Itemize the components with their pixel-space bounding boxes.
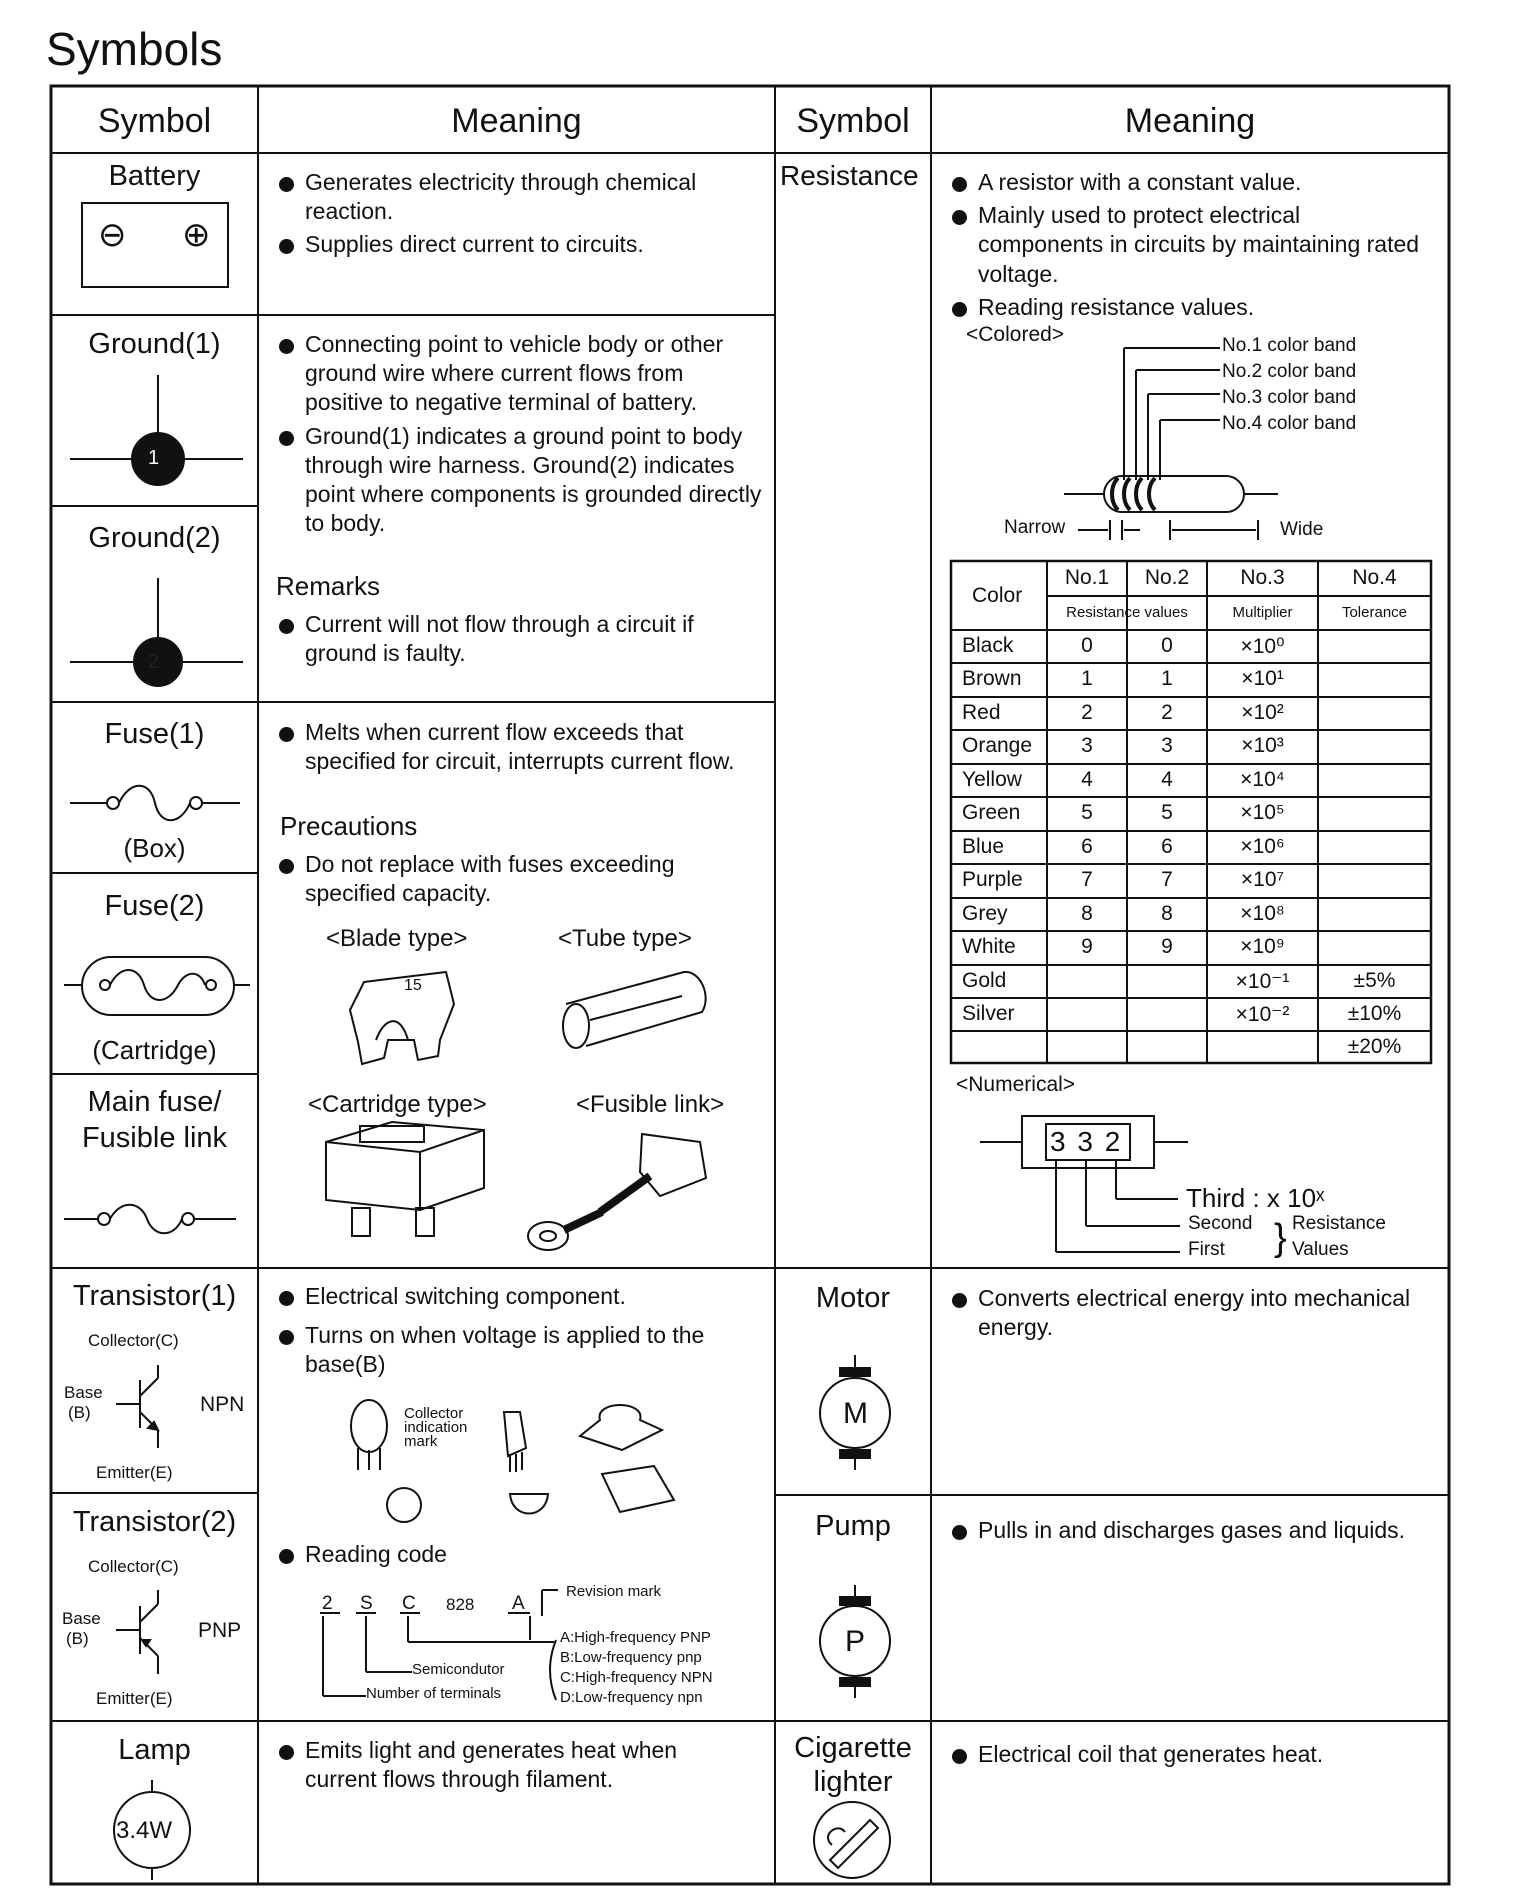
fuse-meaning xyxy=(277,718,747,780)
ground-remarks-title: Remarks xyxy=(276,571,381,601)
table-row: Black xyxy=(962,634,1014,657)
battery-label: Battery xyxy=(108,160,201,192)
table-cell: ×10⁴ xyxy=(1240,768,1285,791)
ground-remarks xyxy=(277,610,757,672)
pump-label: Pump xyxy=(815,1510,891,1542)
table-cell: ×10⁻² xyxy=(1235,1003,1290,1026)
resistance-meaning xyxy=(950,168,1420,326)
table-cell: 8 xyxy=(1161,902,1173,925)
ground1-label: Ground(1) xyxy=(88,328,221,360)
type-c: C:High-frequency NPN xyxy=(560,1669,713,1686)
code-number: 828 xyxy=(446,1595,475,1614)
table-cell: 9 xyxy=(1081,935,1093,958)
ground-bullet: Connecting point to vehicle body or other ground wire where current flows from positive to negative terminal of battery. xyxy=(277,330,765,418)
fuse1-box: (Box) xyxy=(123,833,186,863)
ground-remark: Current will not flow through a circuit if ground is faulty. xyxy=(277,610,757,668)
col-header-symbol-right: Symbol xyxy=(796,102,910,140)
t1-base: Base xyxy=(64,1383,103,1402)
table-row: White xyxy=(962,935,1016,958)
fuse-precautions xyxy=(277,850,747,912)
resistance-values-label-1: Resistance xyxy=(1292,1213,1386,1234)
col-header-symbol-left: Symbol xyxy=(97,102,212,140)
band-label-2: No.2 color band xyxy=(1222,361,1357,382)
fusible-link-label: <Fusible link> xyxy=(576,1091,725,1118)
ground2-mark: 2 xyxy=(148,651,160,673)
t2-collector: Collector(C) xyxy=(88,1557,179,1576)
pnp-label: PNP xyxy=(198,1619,242,1642)
header-no4: No.4 xyxy=(1352,566,1397,589)
col-header-meaning-right: Meaning xyxy=(1124,102,1256,140)
lamp-label: Lamp xyxy=(118,1734,191,1766)
table-row: Grey xyxy=(962,902,1008,925)
transistor-bullet: Turns on when voltage is applied to the base(B) xyxy=(277,1321,757,1379)
cigarette-meaning xyxy=(950,1740,1430,1773)
t2-emitter: Emitter(E) xyxy=(96,1689,173,1708)
lamp-rating: 3.4W xyxy=(116,1817,173,1844)
ground-bullet: Ground(1) indicates a ground point to body through wire harness. Ground(2) indicates point where components is grounded directly to body. xyxy=(277,422,765,539)
wide-label: Wide xyxy=(1280,519,1324,540)
table-cell: ±20% xyxy=(1347,1035,1402,1058)
color-header: Color xyxy=(972,584,1023,607)
table-cell: ×10² xyxy=(1241,701,1284,724)
reading-code xyxy=(277,1540,747,1573)
battery-bullet: Supplies direct current to circuits. xyxy=(277,230,757,259)
type-d: D:Low-frequency npn xyxy=(560,1689,703,1706)
col-header-meaning-left: Meaning xyxy=(451,102,582,140)
table-cell: 1 xyxy=(1081,667,1093,690)
second-label: Second xyxy=(1188,1213,1253,1234)
table-cell: 2 xyxy=(1161,701,1173,724)
table-cell: 1 xyxy=(1161,667,1173,690)
header-no2: No.2 xyxy=(1144,566,1190,589)
table-row: Blue xyxy=(962,835,1005,858)
cigarette-label-2: lighter xyxy=(813,1766,893,1798)
table-cell: ×10⁷ xyxy=(1240,868,1285,891)
revision-mark-label: Revision mark xyxy=(566,1583,662,1600)
resistance-bullet: Mainly used to protect electrical components in circuits by maintaining rated voltage. xyxy=(950,201,1420,289)
subheader-tolerance: Tolerance xyxy=(1341,604,1408,621)
ground1-mark: 1 xyxy=(148,447,160,469)
table-row: Purple xyxy=(962,868,1023,891)
table-cell: ±10% xyxy=(1347,1002,1402,1025)
table-row: Green xyxy=(962,801,1021,824)
transistor2-label: Transistor(2) xyxy=(72,1506,237,1538)
table-cell: ×10³ xyxy=(1241,734,1284,757)
type-b: B:Low-frequency pnp xyxy=(560,1649,702,1666)
table-cell: 6 xyxy=(1081,835,1093,858)
fuse2-label: Fuse(2) xyxy=(104,890,205,922)
table-cell: ×10¹ xyxy=(1241,667,1284,690)
numerical-code: 3 3 2 xyxy=(1050,1126,1123,1157)
pump-bullet: Pulls in and discharges gases and liquids. xyxy=(950,1516,1440,1545)
table-cell: ×10⁶ xyxy=(1240,835,1285,858)
lamp-bullet: Emits light and generates heat when current flows through filament. xyxy=(277,1736,747,1794)
pump-letter: P xyxy=(845,1625,866,1658)
reading-code-title: Reading code xyxy=(277,1540,747,1569)
cartridge-type-label: <Cartridge type> xyxy=(308,1091,487,1118)
page-title: Symbols xyxy=(46,23,223,75)
colored-label: <Colored> xyxy=(966,323,1065,346)
ground2-label: Ground(2) xyxy=(88,522,221,554)
subheader-multiplier: Multiplier xyxy=(1232,604,1293,621)
motor-bullet: Converts electrical energy into mechanical energy. xyxy=(950,1284,1430,1342)
table-cell: 4 xyxy=(1161,768,1173,791)
blade-type-label: <Blade type> xyxy=(326,925,468,952)
main-fuse-label-2: Fusible link xyxy=(81,1122,228,1154)
table-cell: ×10⁸ xyxy=(1240,902,1285,925)
resistance-bullet: Reading resistance values. xyxy=(950,293,1420,322)
terminals-label: Number of terminals xyxy=(366,1685,502,1702)
table-cell: 9 xyxy=(1161,935,1173,958)
blade-rating: 15 xyxy=(404,977,422,994)
table-cell: 4 xyxy=(1081,768,1093,791)
brace-icon: } xyxy=(1274,1217,1287,1259)
transistor-meaning xyxy=(277,1282,757,1384)
table-row: Brown xyxy=(962,667,1022,690)
table-cell: 3 xyxy=(1161,734,1173,757)
fuse1-label: Fuse(1) xyxy=(104,718,205,750)
t1-collector: Collector(C) xyxy=(88,1331,179,1350)
table-row: Orange xyxy=(962,734,1033,757)
table-cell: 3 xyxy=(1081,734,1093,757)
collector-mark-1: Collector xyxy=(404,1405,464,1422)
code-char-2: 2 xyxy=(322,1593,333,1614)
table-row: Silver xyxy=(962,1002,1015,1025)
table-cell: ×10⁰ xyxy=(1240,635,1285,658)
table-cell: ×10⁻¹ xyxy=(1235,970,1290,993)
pump-meaning xyxy=(950,1516,1440,1549)
table-row: Red xyxy=(962,701,1001,724)
table-cell: 2 xyxy=(1081,701,1093,724)
subheader-resistance: Resistance values xyxy=(1066,604,1188,621)
main-fuse-label-1: Main fuse/ xyxy=(87,1086,222,1118)
table-cell: 5 xyxy=(1161,801,1173,824)
narrow-label: Narrow xyxy=(1004,517,1066,538)
npn-label: NPN xyxy=(200,1393,245,1416)
band-label-1: No.1 color band xyxy=(1222,335,1357,356)
battery-minus-icon: ⊖ xyxy=(98,216,127,254)
table-row: Gold xyxy=(962,969,1007,992)
collector-mark-2: indication xyxy=(404,1419,468,1436)
lamp-meaning xyxy=(277,1736,747,1798)
band-label-3: No.3 color band xyxy=(1222,387,1357,408)
cigarette-bullet: Electrical coil that generates heat. xyxy=(950,1740,1430,1769)
table-cell: 6 xyxy=(1161,835,1173,858)
header-no1: No.1 xyxy=(1064,566,1110,589)
header-no3: No.3 xyxy=(1240,566,1285,589)
transistor-bullet: Electrical switching component. xyxy=(277,1282,757,1311)
table-row: Yellow xyxy=(962,768,1022,791)
code-char-s: S xyxy=(360,1593,373,1614)
fuse2-cartridge: (Cartridge) xyxy=(92,1035,217,1065)
motor-label: Motor xyxy=(815,1282,891,1314)
code-char-a: A xyxy=(512,1593,525,1614)
table-cell: 5 xyxy=(1081,801,1093,824)
type-a: A:High-frequency PNP xyxy=(560,1629,711,1646)
tube-type-label: <Tube type> xyxy=(558,925,692,952)
t2-base-b: (B) xyxy=(66,1629,89,1648)
ground-meaning xyxy=(277,330,765,542)
fuse-precautions-title: Precautions xyxy=(280,811,418,841)
table-cell: 8 xyxy=(1081,902,1093,925)
table-cell: ±5% xyxy=(1353,969,1396,992)
table-cell: ×10⁵ xyxy=(1240,801,1285,824)
t1-emitter: Emitter(E) xyxy=(96,1463,173,1482)
transistor1-label: Transistor(1) xyxy=(72,1280,237,1312)
first-label: First xyxy=(1188,1239,1225,1260)
fuse-bullet: Melts when current flow exceeds that specified for circuit, interrupts current flow. xyxy=(277,718,747,776)
resistance-values-label-2: Values xyxy=(1292,1239,1349,1260)
code-char-c: C xyxy=(402,1593,416,1614)
t1-base-b: (B) xyxy=(68,1403,91,1422)
table-cell: 0 xyxy=(1161,634,1173,657)
semiconductor-label: Semicondutor xyxy=(412,1661,505,1678)
resistance-label: Resistance xyxy=(780,160,919,191)
table-cell: 7 xyxy=(1081,868,1093,891)
band-label-4: No.4 color band xyxy=(1222,413,1357,434)
motor-meaning xyxy=(950,1284,1430,1346)
battery-plus-icon: ⊕ xyxy=(182,216,211,254)
t2-base: Base xyxy=(62,1609,101,1628)
table-cell: ×10⁹ xyxy=(1240,935,1285,958)
resistance-bullet: A resistor with a constant value. xyxy=(950,168,1420,197)
table-cell: 0 xyxy=(1081,634,1093,657)
collector-mark-3: mark xyxy=(404,1433,438,1450)
cigarette-label-1: Cigarette xyxy=(794,1732,912,1764)
numerical-label: <Numerical> xyxy=(956,1073,1076,1096)
battery-bullet: Generates electricity through chemical reaction. xyxy=(277,168,757,226)
third-label: Third : x 10ˣ xyxy=(1186,1183,1325,1213)
fuse-precaution: Do not replace with fuses exceeding specified capacity. xyxy=(277,850,747,908)
battery-meaning xyxy=(277,168,757,264)
table-cell: 7 xyxy=(1161,868,1173,891)
motor-letter: M xyxy=(843,1397,868,1430)
